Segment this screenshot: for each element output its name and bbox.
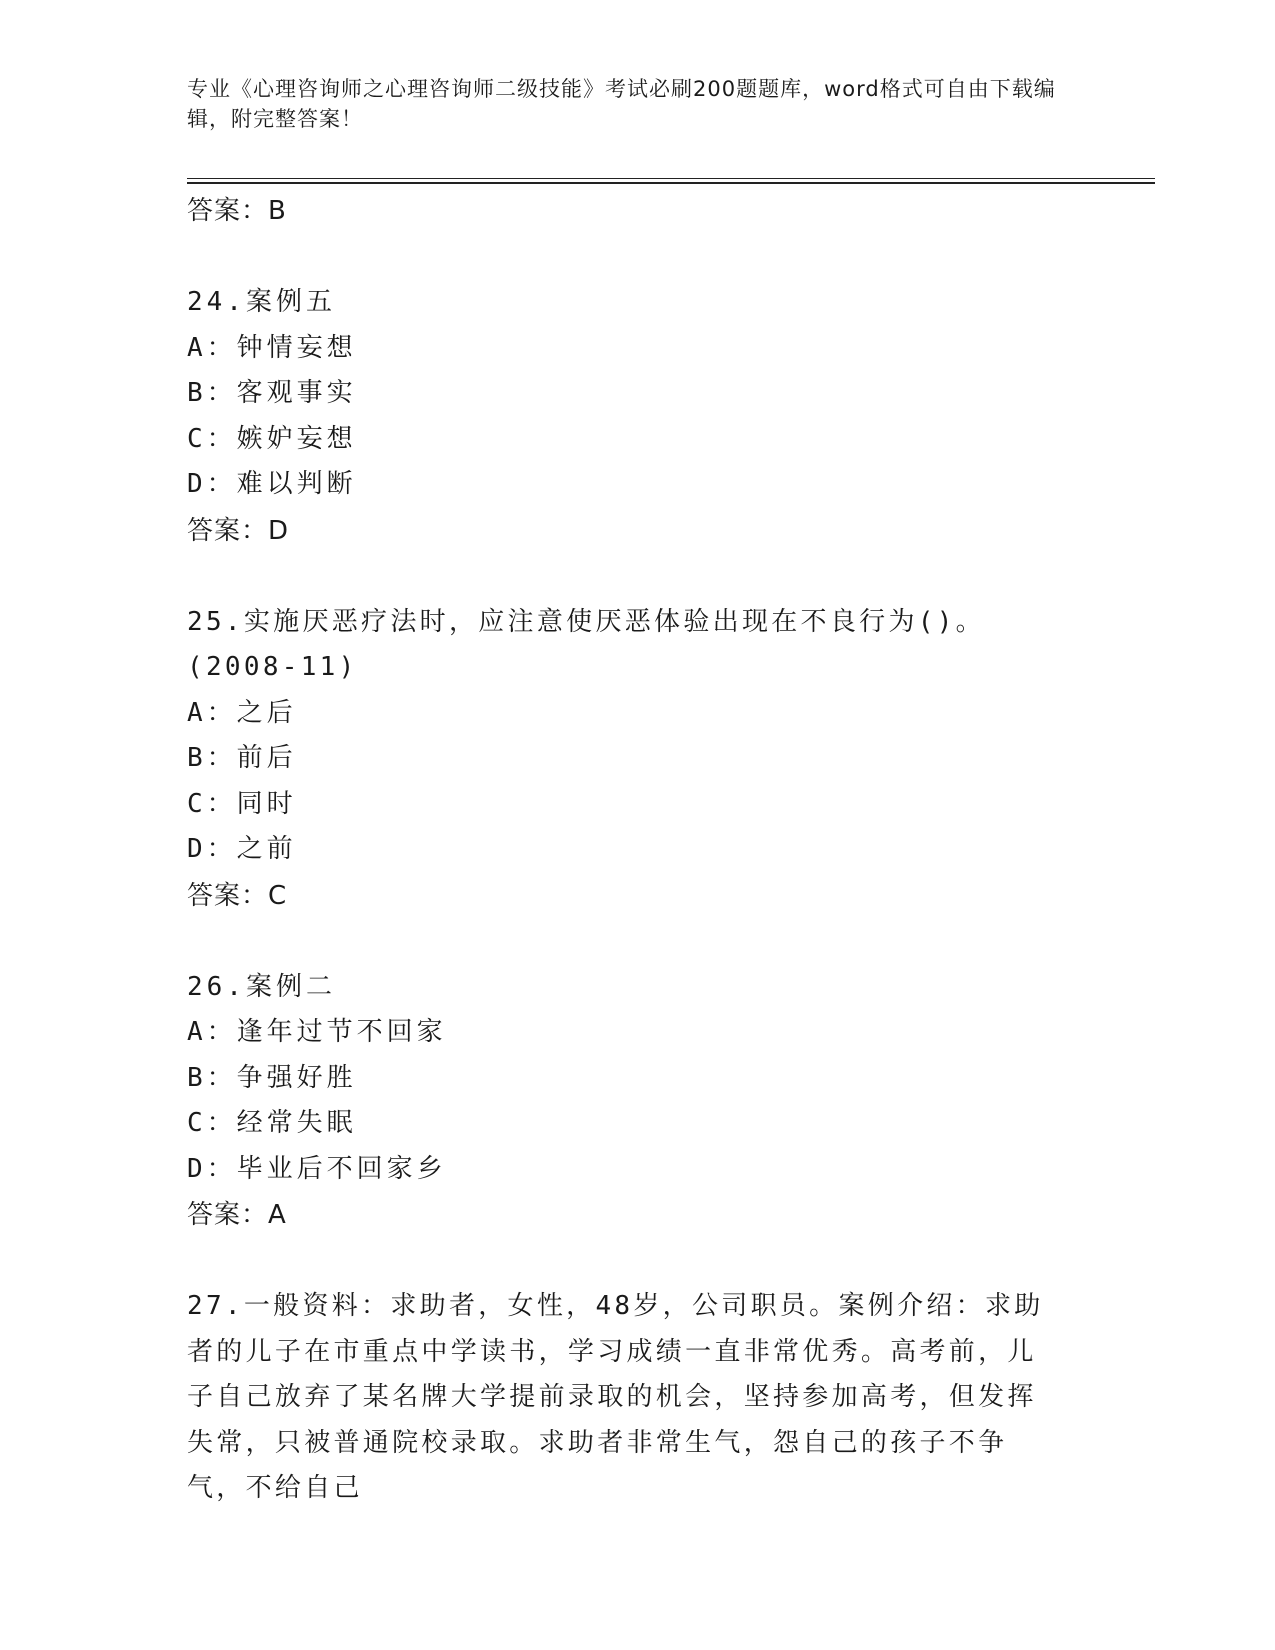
option-b: B：争强好胜 xyxy=(187,1062,357,1093)
document-header: 专业《心理咨询师之心理咨询师二级技能》考试必刷200题题库，word格式可自由下载编辑，附完整答案！ xyxy=(187,77,1056,131)
header-divider-thick xyxy=(187,182,1155,184)
question-25 xyxy=(187,600,1087,919)
question-24 xyxy=(187,280,1087,554)
option-c: C：同时 xyxy=(187,788,297,819)
answer-line: 答案：B xyxy=(187,196,287,226)
option-d: D：之前 xyxy=(187,834,297,864)
option-d: D：难以判断 xyxy=(187,469,357,499)
option-b: B：客观事实 xyxy=(187,378,357,408)
option-c: C：经常失眠 xyxy=(187,1108,357,1138)
answer-line: 答案：A xyxy=(187,1200,287,1230)
option-b: B：前后 xyxy=(187,743,297,773)
question-26 xyxy=(187,965,1087,1239)
question-text: 25.实施厌恶疗法时，应注意使厌恶体验出现在不良行为()。(2008-11) xyxy=(187,606,985,682)
option-c: C：嫉妒妄想 xyxy=(187,423,357,454)
answer-line: 答案：C xyxy=(187,880,288,911)
question-list xyxy=(187,188,1087,1512)
question-text: 24.案例五 xyxy=(187,287,336,317)
header-divider-thin xyxy=(187,178,1155,179)
question-text: 26.案例二 xyxy=(187,971,336,1002)
option-a: A：逢年过节不回家 xyxy=(187,1017,447,1047)
answer-line: 答案：D xyxy=(187,515,290,546)
question-27 xyxy=(187,1284,1087,1512)
question-text: 27.一般资料：求助者，女性，48岁，公司职员。案例介绍：求助者的儿子在市重点中学读书，学习成绩一直非常优秀。高考前，儿子自己放弃了某名牌大学提前录取的机会，坚持参加高考，但发挥失常，只被普通院校录取。求助者非常生气，怨自己的孩子不争气，不给自己 xyxy=(187,1291,1044,1503)
option-a: A：之后 xyxy=(187,697,297,728)
option-d: D：毕业后不回家乡 xyxy=(187,1153,447,1184)
option-a: A：钟情妄想 xyxy=(187,332,357,363)
